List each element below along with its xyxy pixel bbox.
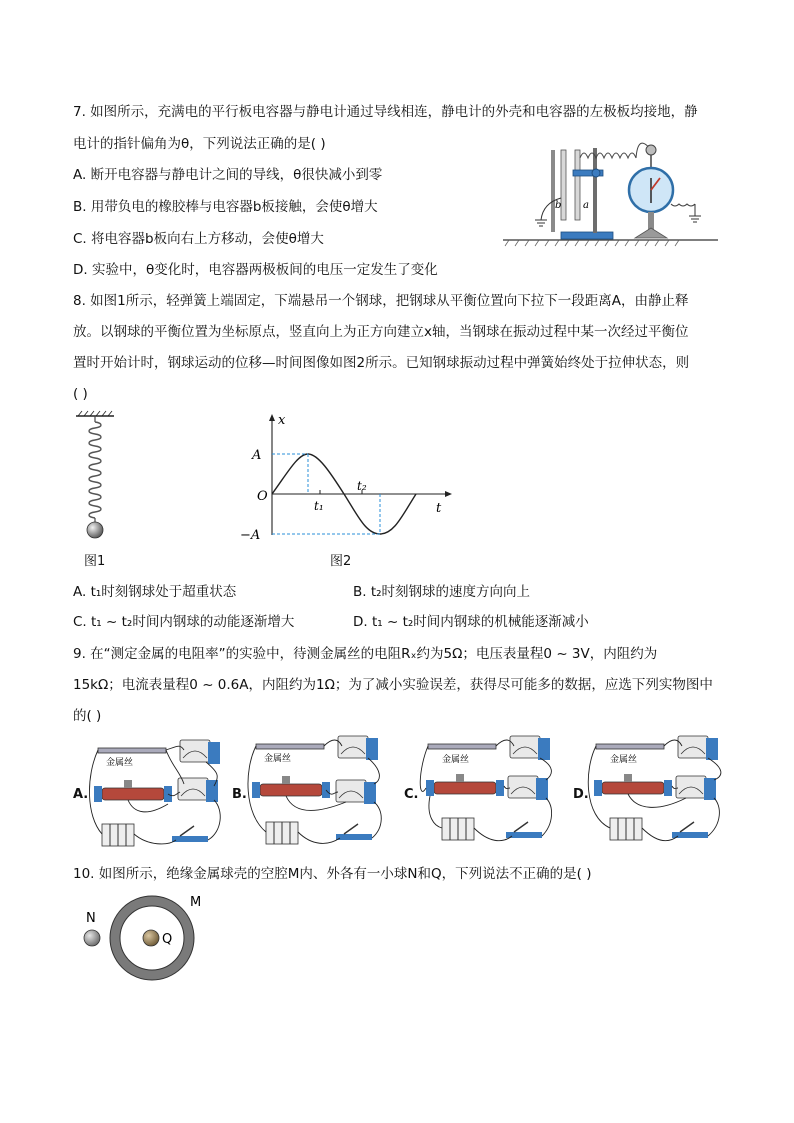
ball-q-label: Q [162,932,173,947]
shell-m-label: M [190,895,202,910]
q9-circuit-label-b: B. [232,787,247,802]
graph-x-axis-label: x [278,413,286,428]
fig1-caption: 图1 [84,554,106,569]
q7-option-d: D. 实验中，θ变化时，电容器两极板间的电压一定发生了变化 [73,262,438,278]
plate-a-label: a [583,200,589,211]
q7-stem-line2: 电计的指针偏角为θ，下列说法正确的是( ) [73,136,326,152]
graph-neg-amplitude-label: −A [240,528,261,543]
q9-stem-line2: 15kΩ；电流表量程0 ~ 0.6A，内阻约为1Ω；为了减小实验误差，获得尽可能多的数据，应选下列实物图中 [73,677,713,693]
q9-circuit-label-a: A. [73,787,89,802]
q8-stem-line4: ( ) [73,386,88,402]
q9-stem-line1: 9. 在“测定金属的电阻率”的实验中，待测金属丝的电阻Rₓ约为5Ω；电压表量程0 ~ 3V，内阻约为 [73,646,658,662]
circuit-b [246,730,386,855]
plate-b-label: b [555,200,562,211]
graph-origin-label: O [257,489,268,504]
q9-circuit-label-d: D. [573,787,589,802]
fig2-caption: 图2 [330,554,352,569]
circuit-c [418,726,558,856]
wire-label: 金属丝 [442,755,470,765]
ball-n-label: N [86,911,96,926]
wire-label: 金属丝 [264,754,292,764]
q8-stem-line1: 8. 如图1所示，轻弹簧上端固定，下端悬吊一个钢球，把钢球从平衡位置向下拉下一段距离A，由静止释 [73,293,689,309]
q8-option-c: C. t₁ ~ t₂时间内钢球的动能逐渐增大 [73,614,295,630]
circuit-a [88,736,228,856]
graph-t1-label: t₁ [314,499,324,513]
q7-option-c: C. 将电容器b板向右上方移动，会使θ增大 [73,231,324,247]
q8-option-b: B. t₂时刻钢球的速度方向向上 [353,584,531,600]
graph-t-axis-label: t [436,501,442,516]
metal-shell-figure [78,890,218,1000]
displacement-time-graph [236,410,456,545]
q8-option-a: A. t₁时刻钢球处于超重状态 [73,584,237,600]
q8-stem-line2: 放。以钢球的平衡位置为坐标原点，竖直向上为正方向建立x轴，当钢球在振动过程中某一次经过平衡位 [73,324,689,340]
wire-label: 金属丝 [610,755,638,765]
circuit-d [586,726,726,856]
q10-stem-line1: 10. 如图所示，绝缘金属球壳的空腔M内、外各有一小球N和Q，下列说法不正确的是( ) [73,866,592,882]
graph-t2-label: t₂ [357,479,367,493]
q8-stem-line3: 置时开始计时，钢球运动的位移—时间图像如图2所示。已知钢球振动过程中弹簧始终处于拉伸状态，则 [73,355,690,371]
q7-option-b: B. 用带负电的橡胶棒与电容器b板接触，会使θ增大 [73,199,378,215]
capacitor-electroscope-figure [503,128,718,248]
graph-amplitude-label: A [252,448,262,463]
wire-label: 金属丝 [106,758,134,768]
q9-circuit-label-c: C. [404,787,419,802]
spring-ball-figure [70,410,120,540]
q7-stem-line1: 7. 如图所示，充满电的平行板电容器与静电计通过导线相连，静电计的外壳和电容器的左极板均接地，静 [73,104,698,120]
q7-option-a: A. 断开电容器与静电计之间的导线，θ很快减小到零 [73,167,383,183]
q9-stem-line3: 的( ) [73,708,102,724]
q8-option-d: D. t₁ ~ t₂时间内钢球的机械能逐渐减小 [353,614,589,630]
